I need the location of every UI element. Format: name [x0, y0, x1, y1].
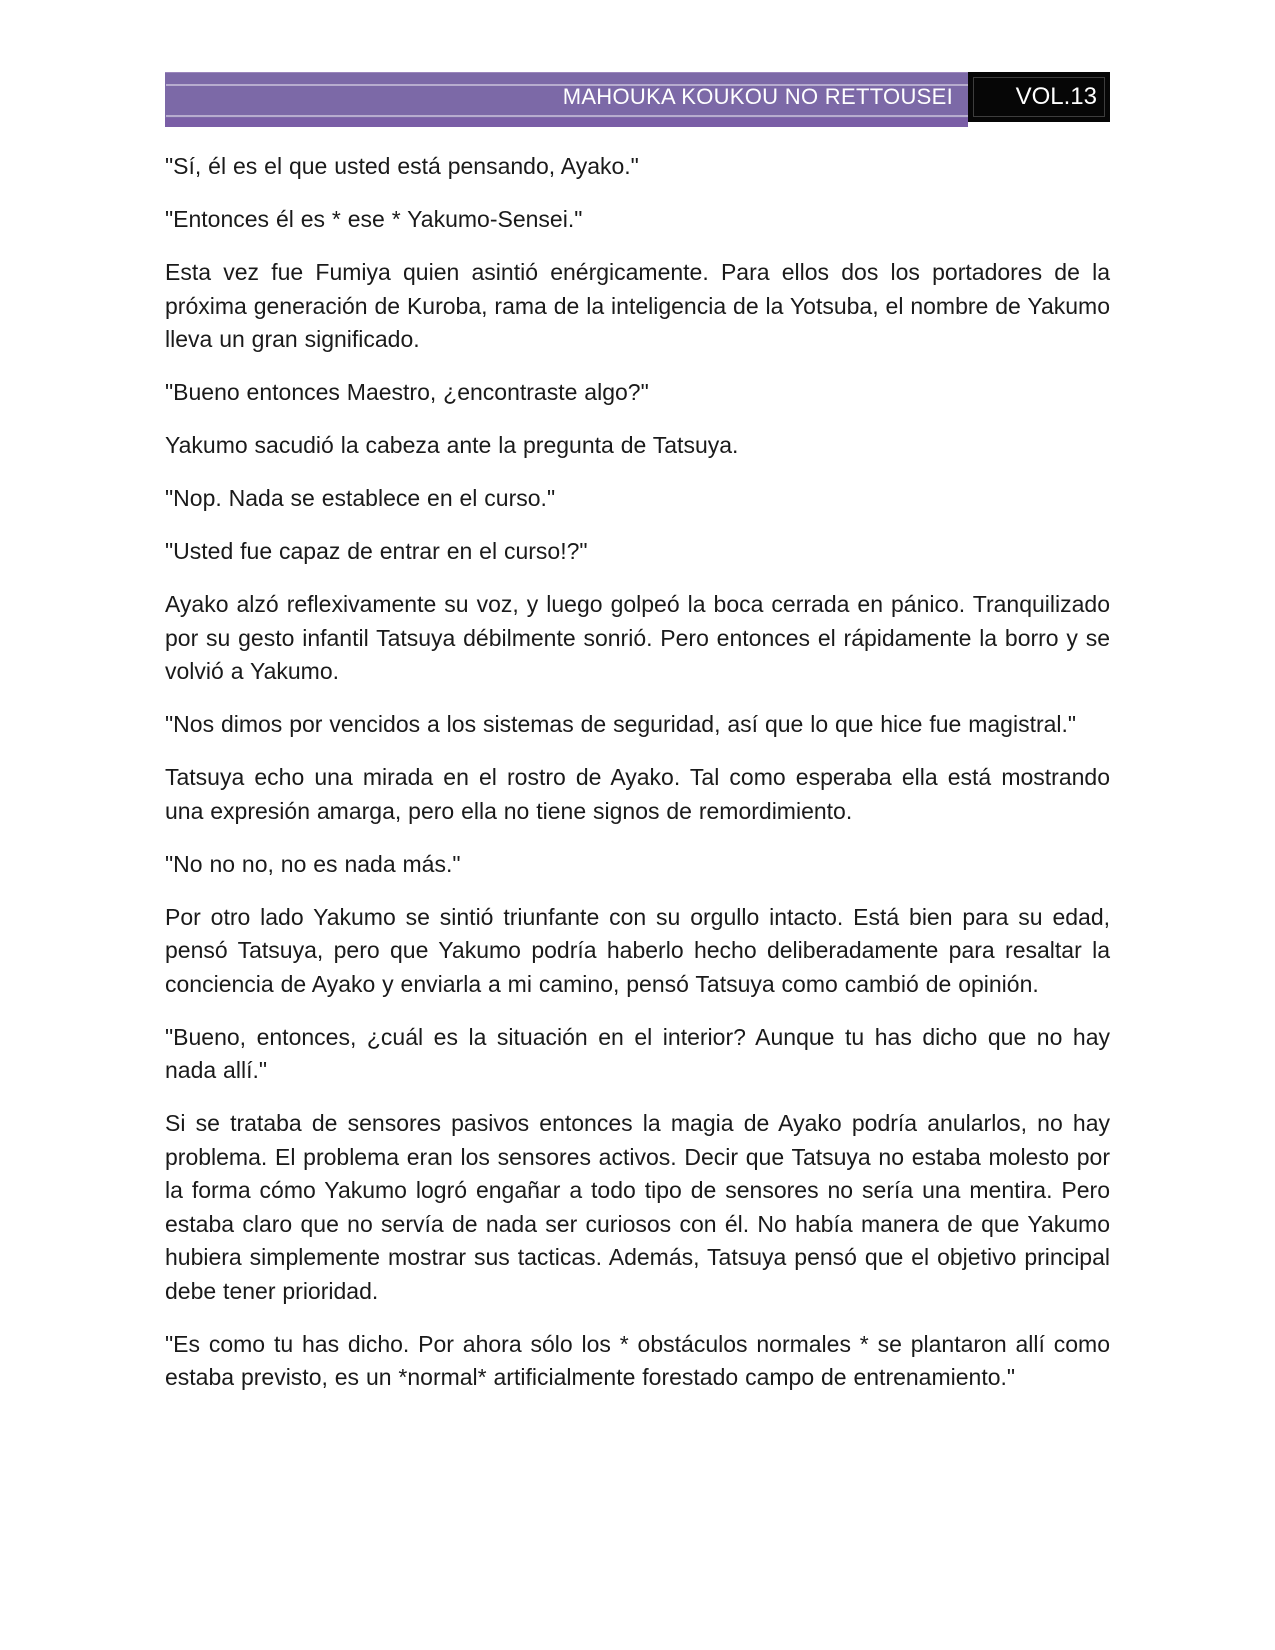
paragraph: Tatsuya echo una mirada en el rostro de Ayako. Tal como esperaba ella está mostrando una expresión amarga, pero ella no tiene signos de remordimiento. — [165, 764, 1110, 824]
paragraph: "Es como tu has dicho. Por ahora sólo los * obstáculos normales * se plantaron allí como estaba previsto, es un *normal* artificialmente forestado campo de entrenamiento." — [165, 1330, 1110, 1390]
paragraph: Yakumo sacudió la cabeza ante la pregunta de Tatsuya. — [165, 432, 739, 458]
paragraph: "Nop. Nada se establece en el curso." — [165, 485, 556, 511]
paragraph: Ayako alzó reflexivamente su voz, y luego golpeó la boca cerrada en pánico. Tranquilizado por su gesto infantil Tatsuya débilmente sonrió. Pero entonces el rápidamente la borro y se volvió a Yakumo. — [165, 591, 1110, 684]
volume-badge — [968, 72, 1110, 122]
paragraph: "Bueno, entonces, ¿cuál es la situación en el interior? Aunque tu has dicho que no hay nada allí." — [165, 1023, 1110, 1083]
volume-label: VOL.13 — [1015, 83, 1097, 110]
paragraph: "Nos dimos por vencidos a los sistemas de seguridad, así que lo que hice fue magistral." — [165, 711, 1077, 737]
paragraph: "Entonces él es * ese * Yakumo-Sensei." — [165, 206, 583, 232]
header-title: MAHOUKA KOUKOU NO RETTOUSEI — [562, 84, 953, 109]
header-title-band — [165, 72, 968, 127]
paragraph: "Usted fue capaz de entrar en el curso!?" — [165, 538, 588, 564]
paragraph: "No no no, no es nada más." — [165, 850, 461, 877]
paragraph: "Bueno entonces Maestro, ¿encontraste algo?" — [165, 379, 649, 405]
page-header — [165, 72, 1110, 127]
paragraph: "Sí, él es el que usted está pensando, Ayako." — [165, 153, 639, 179]
paragraph: Si se trataba de sensores pasivos entonces la magia de Ayako podría anularlos, no hay problema. El problema eran los sensores activos. Decir que Tatsuya no estaba molesto por la forma cómo Yakumo logró engañar a todo tipo de sensores no sería una mentira. Pero estaba claro que no servía de nada ser curiosos con él. No había manera de que Yakumo hubiera simplemente mostrar sus tacticas. Además, Tatsuya pensó que el objetivo principal debe tener prioridad. — [165, 1110, 1110, 1304]
paragraph: Por otro lado Yakumo se sintió triunfante con su orgullo intacto. Está bien para su edad, pensó Tatsuya, pero que Yakumo podría haberlo hecho deliberadamente para resaltar la conciencia de Ayako y enviarla a mi camino, pensó Tatsuya como cambió de opinión. — [165, 903, 1110, 997]
document-body — [165, 150, 1110, 1414]
paragraph: Esta vez fue Fumiya quien asintió enérgicamente. Para ellos dos los portadores de la próxima generación de Kuroba, rama de la inteligencia de la Yotsuba, el nombre de Yakumo lleva un gran significado. — [165, 259, 1110, 352]
